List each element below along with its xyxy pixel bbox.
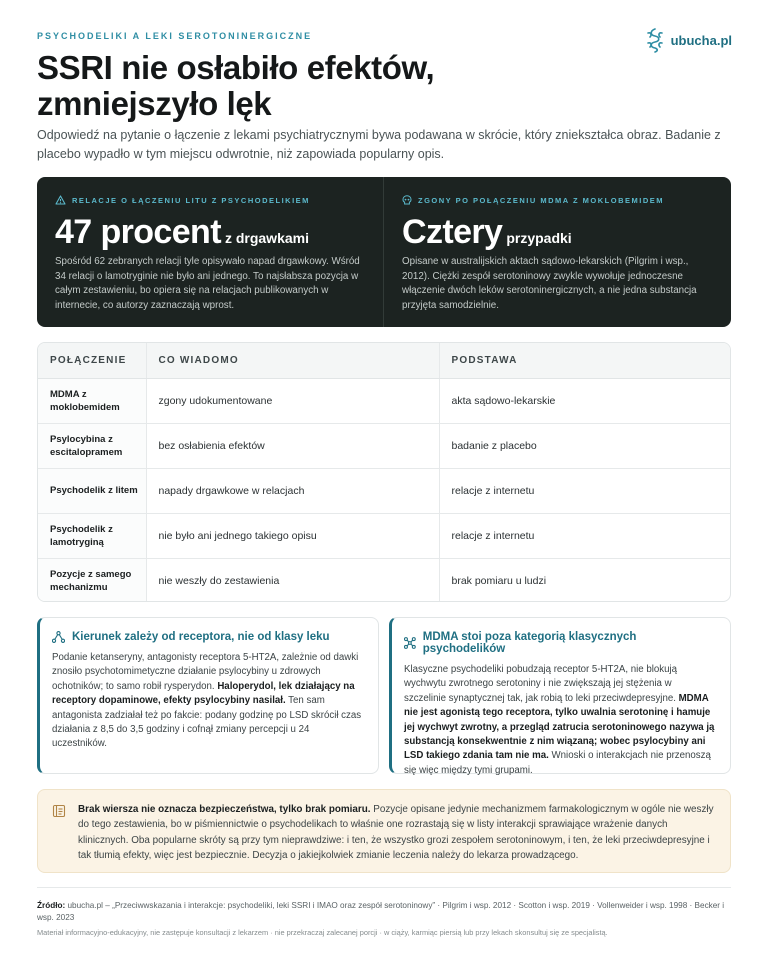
table-row bbox=[38, 468, 730, 513]
note-emphasis: Brak wiersza nie oznacza bezpieczeństwa, tylko brak pomiaru. bbox=[78, 804, 371, 815]
stat-number: Cztery bbox=[402, 213, 503, 251]
kicker: PSYCHODELIKI A LEKI SEROTONINERGICZNE bbox=[37, 31, 313, 41]
title-line-2: zmniejszyło lęk bbox=[37, 85, 272, 122]
card-emphasis: MDMA nie jest agonistą tego receptora, tylko uwalnia serotoninę i hamuje jej wychwyt zwrotny, a przegląd zatrucia serotoninowego nazywa ją substancją konsekwentnie z nim wiązaną; wobec psylocybiny ani LSD takiego zdania tam nie ma. bbox=[404, 692, 715, 762]
finding-cell: nie weszły do zestawienia bbox=[146, 558, 439, 602]
card-emphasis: Haloperydol, lek działający na receptory dopaminowe, efekty psylocybiny nasilał. bbox=[52, 680, 355, 707]
finding-cell: napady drgawkowe w relacjach bbox=[146, 468, 439, 513]
lede: Odpowiedź na pytanie o łączenie z lekami psychiatrycznymi bywa podawana w skrócie, który zniekształca obraz. Badanie z placebo wypadło w tym miejscu odwrotnie, niż zapowiada popularny opis. bbox=[37, 128, 721, 161]
stat-number: 47 procent bbox=[55, 213, 221, 251]
note-text: Brak wiersza nie oznacza bezpieczeństwa, tylko brak pomiaru. Pozycje opisane jedynie mechanizmem farmakologicznym w ogóle nie weszły do tego zestawienia, bo w piśmiennictwie o psychodelikach to właśnie one rozrastają się w listy interakcji sprawiające wrażenie danych klinicznych. Oba popularne skróty są przy tym nieprawdziwe: i ten, że wszystko grozi zespołem serotoninowym, i ten, że leki przeciwdepresyjne i tak tłumią efekty, więc jest bezpiecznie. Decyzja o jakiejkolwiek zmianie leczenia należy do lekarza prowadzącego. bbox=[78, 804, 714, 862]
combination-cell: Psychodelik z lamotryginą bbox=[38, 513, 146, 558]
stat-unit: przypadki bbox=[506, 230, 572, 246]
card-title: MDMA stoi poza kategorią klasycznych psychodelików bbox=[422, 631, 637, 655]
source-text: ubucha.pl – „Przeciwwskazania i interakcje: psychodeliki, leki SSRI i IMAO oraz zespół serotoninowy” · Pilgrim i wsp. 2012 · Scotton i wsp. 2019 · Vollenweider i wsp. 1998 · Becker i wsp. 2023 bbox=[37, 901, 725, 922]
receptor-icon bbox=[52, 631, 65, 643]
combination-cell: Psylocybina z escitalopramem bbox=[38, 423, 146, 468]
finding-cell: nie było ani jednego takiego opisu bbox=[146, 513, 439, 558]
stat-unit: z drgawkami bbox=[224, 230, 309, 246]
combination-cell: Pozycje z samego mechanizmu bbox=[38, 558, 146, 602]
source-line bbox=[37, 900, 727, 924]
basis-cell: relacje z internetu bbox=[439, 468, 730, 513]
ubucha-logo-icon bbox=[644, 27, 666, 53]
finding-cell: zgony udokumentowane bbox=[146, 378, 439, 423]
combination-cell: MDMA z moklobemidem bbox=[38, 378, 146, 423]
brand-name: ubucha.pl bbox=[670, 32, 732, 48]
table-row bbox=[38, 558, 730, 602]
disclaimer: Materiał informacyjno-edukacyjny, nie zastępuje konsultacji z lekarzem · nie przekraczaj zalecanej porcji · w ciąży, karmiąc piersią lub przy lekach skonsultuj się ze specjalistą. bbox=[37, 928, 608, 937]
table-row bbox=[38, 378, 730, 423]
skull-icon bbox=[402, 195, 412, 205]
brand-logo[interactable] bbox=[644, 27, 732, 53]
card-text: Podanie ketanseryny, antagonisty receptora 5-HT2A, zależnie od dawki znosiło psychotomimetyczne działanie psylocybiny u zdrowych ochotników; to samo robił rysperydon. Haloperydol, lek działający na receptory dopaminowe, efekty psylocybiny nasilał. Ten sam antagonista zadziałał też po fakcie: podany godzinę po LSD skrócił czas działania z 8,5 do 3,5 godziny i cofnął zmiany percepcji u 24 uczestników. bbox=[52, 652, 362, 750]
stat-label: RELACJE O ŁĄCZENIU LITU Z PSYCHODELIKIEM bbox=[72, 195, 310, 205]
stat-description: Opisane w australijskich aktach sądowo-lekarskich (Pilgrim i wsp., 2012). Ciężki zespół serotoninowy zwykle wywołuje jednoczesne włączenie dwóch leków serotoninergicznych, a nie jedna substancja przyjęta samodzielnie. bbox=[402, 256, 697, 311]
stat-mdma bbox=[384, 177, 731, 327]
mdma-card bbox=[389, 617, 731, 774]
column-header: CO WIADOMO bbox=[146, 343, 439, 378]
warning-icon bbox=[55, 195, 66, 205]
footer-divider bbox=[37, 887, 731, 888]
notebook-icon bbox=[52, 804, 66, 818]
table-header-row bbox=[38, 343, 730, 378]
stat-label: ZGONY PO POŁĄCZENIU MDMA Z MOKLOBEMIDEM bbox=[418, 195, 664, 205]
table-row bbox=[38, 423, 730, 468]
basis-cell: relacje z internetu bbox=[439, 513, 730, 558]
title-line-1: SSRI nie osłabiło efektów, bbox=[37, 49, 435, 86]
page-title bbox=[37, 50, 537, 122]
basis-cell: akta sądowo-lekarskie bbox=[439, 378, 730, 423]
card-title: Kierunek zależy od receptora, nie od klasy leku bbox=[72, 631, 330, 643]
receptor-card bbox=[37, 617, 379, 774]
stat-lithium bbox=[37, 177, 384, 327]
finding-cell: bez osłabienia efektów bbox=[146, 423, 439, 468]
table-row bbox=[38, 513, 730, 558]
column-header: POŁĄCZENIE bbox=[38, 343, 146, 378]
warning-note bbox=[37, 789, 731, 873]
combinations-table bbox=[37, 342, 731, 602]
source-label: Źródło: bbox=[37, 901, 66, 910]
stats-panel bbox=[37, 177, 731, 327]
stat-description: Spośród 62 zebranych relacji tyle opisywało napad drgawkowy. Wśród 34 relacji o lamotryginie nie było ani jednego. To najsłabsza pozycja w całym zestawieniu, bo opiera się na relacjach publikowanych w internecie, co autorzy zaznaczają wprost. bbox=[55, 256, 360, 311]
card-text: Klasyczne psychodeliki pobudzają receptor 5-HT2A, nie blokują wychwytu zwrotnego serotoniny i nie zwiększają jej stężenia w szczelinie synaptycznej tak, jak robią to leki przeciwdepresyjne. MDMA nie jest agonistą tego receptora, tylko uwalnia serotoninę i hamuje jej wychwyt zwrotny, a przegląd zatrucia serotoninowego nazywa ją substancją konsekwentnie z nim wiązaną; wobec psylocybiny ani LSD takiego zdania tam nie ma. Wnioski o interakcjach nie przenoszą się więc między tymi grupami. bbox=[404, 664, 715, 776]
molecule-icon bbox=[404, 637, 416, 649]
basis-cell: badanie z placebo bbox=[439, 423, 730, 468]
column-header: PODSTAWA bbox=[439, 343, 730, 378]
basis-cell: brak pomiaru u ludzi bbox=[439, 558, 730, 602]
combination-cell: Psychodelik z litem bbox=[38, 468, 146, 513]
